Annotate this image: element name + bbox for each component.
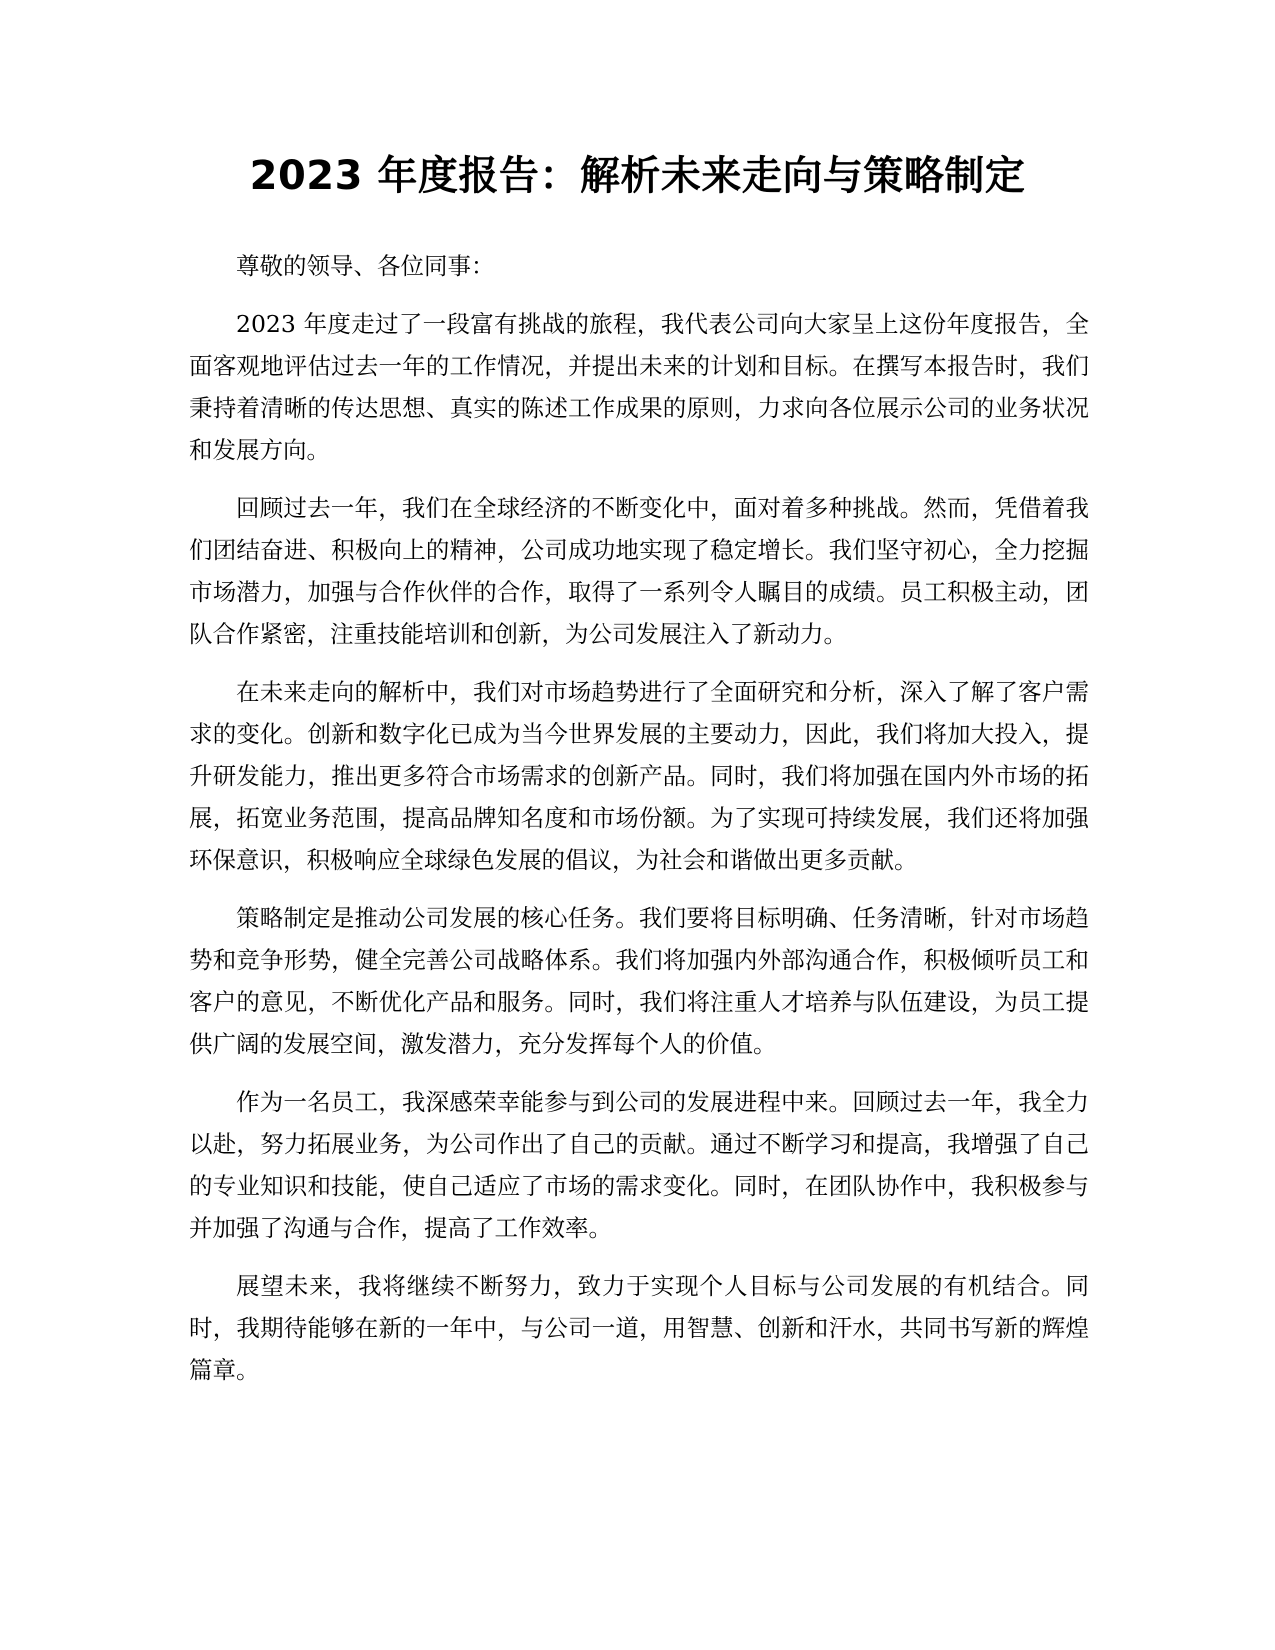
document-title: 2023 年度报告：解析未来走向与策略制定 [249, 153, 1026, 199]
paragraph-intro: 2023 年度走过了一段富有挑战的旅程，我代表公司向大家呈上这份年度报告，全面客观地评估过去一年的工作情况，并提出未来的计划和目标。在撰写本报告时，我们秉持着清晰的传达思想、真实的陈述工作成果的原则，力求向各位展示公司的业务状况和发展方向。 [189, 310, 1089, 464]
document-body [189, 245, 1089, 1407]
salutation: 尊敬的领导、各位同事： [236, 252, 495, 280]
paragraph-strategy: 策略制定是推动公司发展的核心任务。我们要将目标明确、任务清晰，针对市场趋势和竞争形势，健全完善公司战略体系。我们将加强内外部沟通合作，积极倾听员工和客户的意见，不断优化产品和服务。同时，我们将注重人才培养与队伍建设，为员工提供广阔的发展空间，激发潜力，充分发挥每个人的价值。 [189, 904, 1089, 1058]
paragraph-future-outlook: 在未来走向的解析中，我们对市场趋势进行了全面研究和分析，深入了解了客户需求的变化。创新和数字化已成为当今世界发展的主要动力，因此，我们将加大投入，提升研发能力，推出更多符合市场需求的创新产品。同时，我们将加强在国内外市场的拓展，拓宽业务范围，提高品牌知名度和市场份额。为了实现可持续发展，我们还将加强环保意识，积极响应全球绿色发展的倡议，为社会和谐做出更多贡献。 [189, 678, 1089, 874]
paragraph-closing: 展望未来，我将继续不断努力，致力于实现个人目标与公司发展的有机结合。同时，我期待能够在新的一年中，与公司一道，用智慧、创新和汗水，共同书写新的辉煌篇章。 [189, 1272, 1089, 1384]
paragraph-review: 回顾过去一年，我们在全球经济的不断变化中，面对着多种挑战。然而，凭借着我们团结奋进、积极向上的精神，公司成功地实现了稳定增长。我们坚守初心，全力挖掘市场潜力，加强与合作伙伴的合作，取得了一系列令人瞩目的成绩。员工积极主动，团队合作紧密，注重技能培训和创新，为公司发展注入了新动力。 [189, 494, 1089, 648]
paragraph-personal-review: 作为一名员工，我深感荣幸能参与到公司的发展进程中来。回顾过去一年，我全力以赴，努力拓展业务，为公司作出了自己的贡献。通过不断学习和提高，我增强了自己的专业知识和技能，使自己适应了市场的需求变化。同时，在团队协作中，我积极参与并加强了沟通与合作，提高了工作效率。 [189, 1088, 1089, 1242]
